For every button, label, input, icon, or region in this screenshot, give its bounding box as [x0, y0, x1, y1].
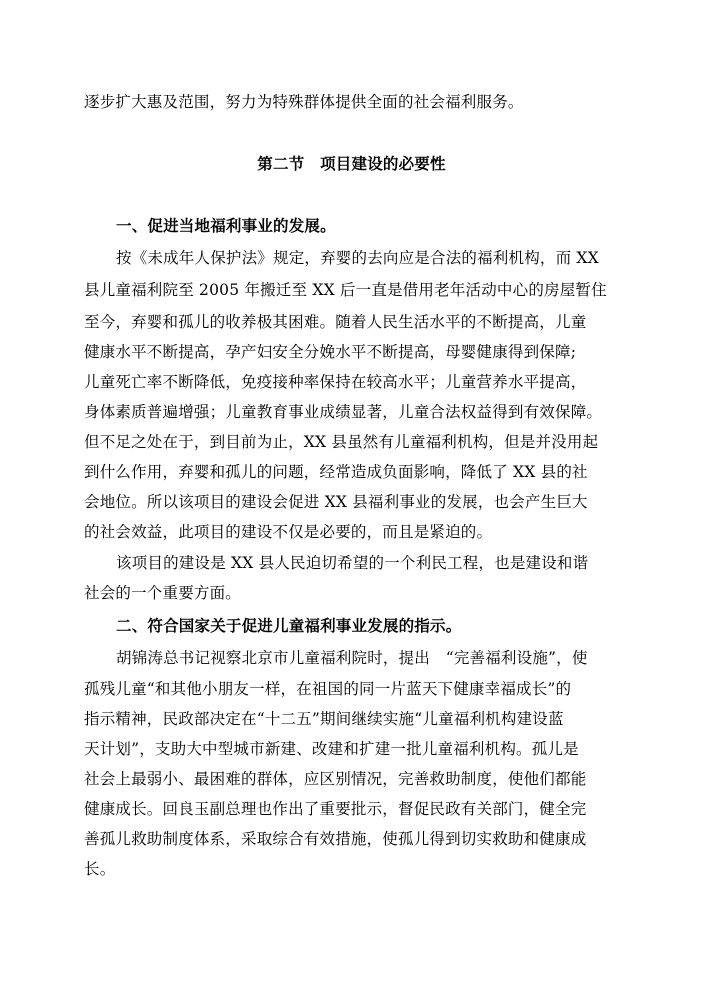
para1-line: 会地位。所以该项目的建设会促进 XX 县福利事业的发展，也会产生巨大	[84, 493, 588, 511]
para3-line: 健康成长。回良玉副总理也作出了重要批示，督促民政有关部门，健全完	[84, 800, 587, 818]
para2-line: 该项目的建设是 XX 县人民迫切希望的一个利民工程，也是建设和谐	[116, 554, 589, 572]
para3-line: 天计划”，支助大中型城市新建、改建和扩建一批儿童福利机构。孤儿是	[84, 740, 579, 758]
heading-2: 二、符合国家关于促进儿童福利事业发展的指示。	[116, 616, 462, 635]
para3-line: 孤残儿童“和其他小朋友一样，在祖国的同一片蓝天下健康幸福成长”的	[84, 680, 572, 698]
para1-line: 身体素质普遍增强；儿童教育事业成绩显著，儿童合法权益得到有效保障。	[84, 403, 603, 421]
para1-line: 儿童死亡率不断降低，免疫接种率保持在较高水平；儿童营养水平提高，	[84, 373, 587, 391]
para3-line: 善孤儿救助制度体系，采取综合有效措施，使孤儿得到切实救助和健康成	[84, 830, 587, 848]
para1-line: 的社会效益，此项目的建设不仅是必要的，而且是紧迫的。	[84, 523, 493, 541]
intro-line: 逐步扩大惠及范围，努力为特殊群体提供全面的社会福利服务。	[84, 93, 524, 111]
heading-1: 一、促进当地福利事业的发展。	[116, 216, 336, 235]
para1-line: 至今，弃婴和孤儿的收养极其困难。随着人民生活水平的不断提高，儿童	[84, 313, 587, 331]
para1-line: 按《未成年人保护法》规定，弃婴的去向应是合法的福利机构，而 XX	[116, 249, 599, 267]
para1-line: 县儿童福利院至 2005 年搬迁至 XX 后一直是借用老年活动中心的房屋暂住	[84, 281, 607, 299]
para1-line: 但不足之处在于，到目前为止，XX 县虽然有儿童福利机构，但是并没用起	[84, 433, 599, 451]
para3-line: 长。	[84, 860, 116, 878]
section-title: 第二节 项目建设的必要性	[257, 154, 446, 173]
para3-line: 指示精神，民政部决定在“十二五”期间继续实施“儿童福利机构建设蓝	[84, 710, 564, 728]
para1-line: 健康水平不断提高，孕产妇安全分娩水平不断提高，母婴健康得到保障;	[84, 343, 577, 361]
para1-line: 到什么作用，弃婴和孤儿的问题，经常造成负面影响，降低了 XX 县的社	[84, 463, 588, 481]
para3-line: 胡锦涛总书记视察北京市儿童福利院时，提出 “完善福利设施”，使	[116, 649, 588, 667]
para2-line: 社会的一个重要方面。	[84, 584, 242, 602]
para3-line: 社会上最弱小、最困难的群体，应区别情况，完善救助制度，使他们都能	[84, 770, 587, 788]
